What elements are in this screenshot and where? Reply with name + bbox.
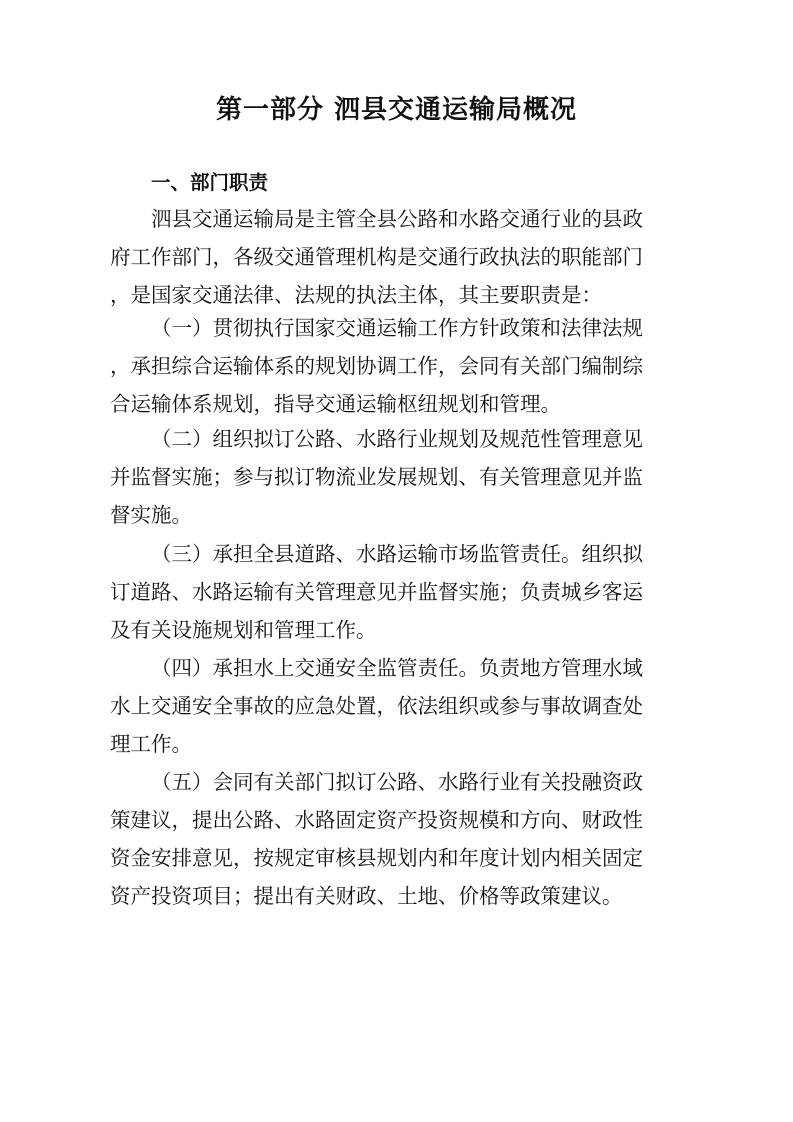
paragraph-line: ，是国家交通法律、法规的执法主体，其主要职责是： xyxy=(110,283,602,307)
paragraph-intro xyxy=(110,200,690,314)
paragraph-line: ，承担综合运输体系的规划协调工作，会同有关部门编制综 xyxy=(110,354,643,378)
paragraph-line: （三）承担全县道路、水路运输市场监管责任。组织拟 xyxy=(151,542,643,566)
paragraph-duty-3 xyxy=(110,535,690,649)
paragraph-line: 理工作。 xyxy=(110,732,192,756)
paragraph-line: 及有关设施规划和管理工作。 xyxy=(110,618,377,642)
paragraph-line: 水上交通安全事故的应急处置，依法组织或参与事故调查处 xyxy=(110,694,643,718)
paragraph-line: （四）承担水上交通安全监管责任。负责地方管理水域 xyxy=(151,656,643,680)
paragraph-line: （一）贯彻执行国家交通运输工作方针政策和法律法规 xyxy=(151,316,643,340)
paragraph-line: （二）组织拟订公路、水路行业规划及规范性管理意见 xyxy=(151,427,643,451)
paragraph-line: 督实施。 xyxy=(110,503,192,527)
paragraph-line: 策建议，提出公路、水路固定资产投资规模和方向、财政性 xyxy=(110,808,643,832)
page-title: 第一部分 泗县交通运输局概况 xyxy=(215,95,578,125)
paragraph-line: 合运输体系规划，指导交通运输枢纽规划和管理。 xyxy=(110,392,561,416)
paragraph-line: 资产投资项目；提出有关财政、土地、价格等政策建议。 xyxy=(110,884,623,908)
paragraph-line: 资金安排意见，按规定审核县规划内和年度计划内相关固定 xyxy=(110,846,643,870)
section-heading: 一、部门职责 xyxy=(151,171,269,194)
paragraph-duty-1 xyxy=(110,309,690,423)
paragraph-line: 府工作部门，各级交通管理机构是交通行政执法的职能部门 xyxy=(110,245,643,269)
paragraph-duty-4 xyxy=(110,649,690,763)
paragraph-line: 并监督实施；参与拟订物流业发展规划、有关管理意见并监 xyxy=(110,465,643,489)
paragraph-line: 订道路、水路运输有关管理意见并监督实施；负责城乡客运 xyxy=(110,580,643,604)
paragraph-line: 泗县交通运输局是主管全县公路和水路交通行业的县政 xyxy=(151,207,643,231)
paragraph-line: （五）会同有关部门拟订公路、水路行业有关投融资政 xyxy=(151,770,643,794)
paragraph-duty-2 xyxy=(110,420,690,534)
paragraph-duty-5 xyxy=(110,763,690,915)
